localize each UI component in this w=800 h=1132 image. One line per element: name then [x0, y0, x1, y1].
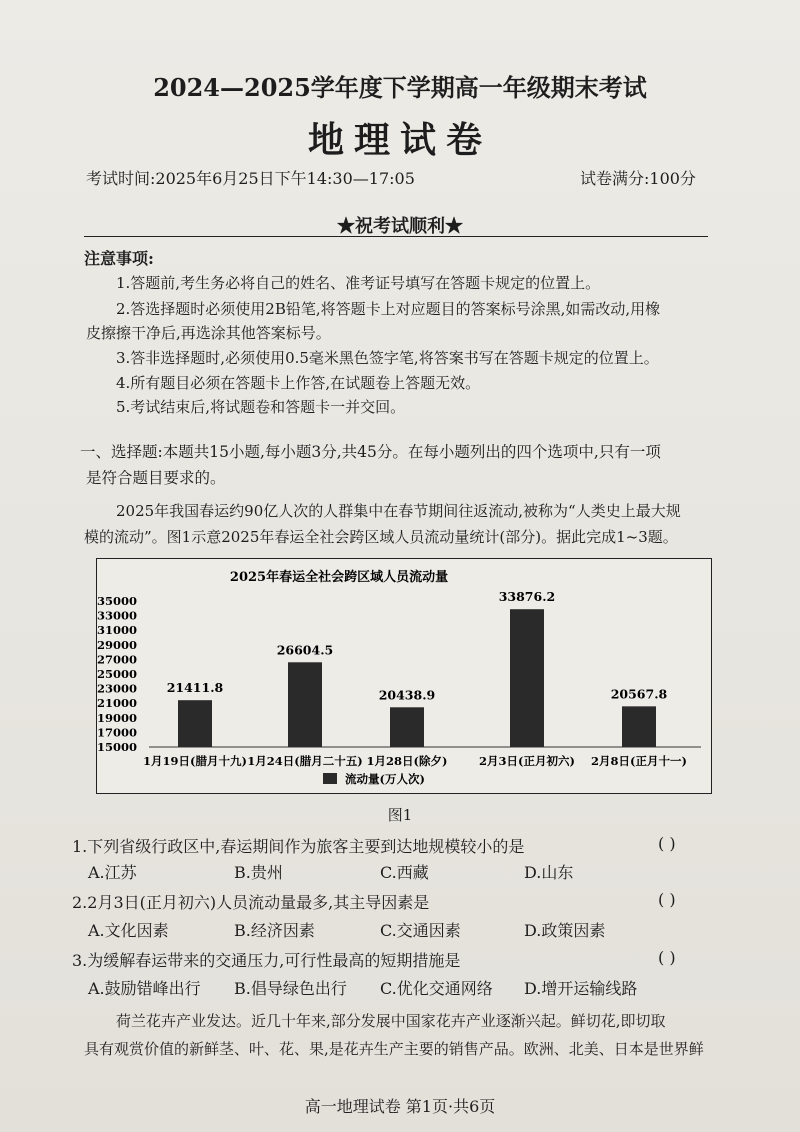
- x-tick-label: 1月28日(除夕): [366, 754, 448, 768]
- page-footer: 高一地理试卷 第1页·共6页: [304, 1097, 496, 1116]
- legend-swatch: [323, 773, 337, 784]
- passage-line: 荷兰花卉产业发达。近几十年来,部分发展中国家花卉产业逐渐兴起。鲜切花,即切取: [116, 1012, 666, 1030]
- question-2-stem: 2.2月3日(正月初六)人员流动量最多,其主导因素是: [72, 893, 430, 912]
- bar: [390, 707, 424, 747]
- bar-chart: [97, 559, 711, 793]
- question-3-stem: 3.为缓解春运带来的交通压力,可行性最高的短期措施是: [72, 951, 461, 970]
- bar: [178, 700, 212, 747]
- passage-line: 2025年我国春运约90亿人次的人群集中在春节期间往返流动,被称为“人类史上最大规: [116, 502, 681, 520]
- bar: [288, 662, 322, 747]
- passage-line: 具有观赏价值的新鲜茎、叶、花、果,是花卉生产主要的销售产品。欧洲、北美、日本是世界鲜: [84, 1040, 704, 1058]
- note-item: 1.答题前,考生务必将自己的姓名、准考证号填写在答题卡规定的位置上。: [116, 274, 601, 292]
- answer-blank: ( ): [658, 834, 676, 853]
- option-c: C.交通因素: [380, 921, 461, 940]
- passage-line: 模的流动”。图1示意2025年春运全社会跨区域人员流动量统计(部分)。据此完成1~3题。: [84, 528, 678, 546]
- x-tick-label: 2月8日(正月十一): [591, 754, 687, 768]
- legend-label: 流动量(万人次): [345, 772, 425, 786]
- option-a: A.江苏: [88, 863, 137, 882]
- option-a: A.文化因素: [88, 921, 169, 940]
- data-label: 20438.9: [378, 687, 436, 703]
- section-heading-continued: 是符合题目要求的。: [86, 469, 226, 487]
- answer-blank: ( ): [658, 890, 676, 909]
- exam-time: 考试时间:2025年6月25日下午14:30—17:05: [86, 169, 415, 188]
- option-a: A.鼓励错峰出行: [88, 979, 201, 998]
- answer-blank: ( ): [658, 948, 676, 967]
- data-label: 21411.8: [166, 680, 224, 696]
- x-tick-label: 1月19日(腊月十九): [143, 754, 247, 768]
- y-tick-label: 31000: [97, 623, 137, 638]
- section-heading: 一、选择题:本题共15小题,每小题3分,共45分。在每小题列出的四个选项中,只有一项: [80, 443, 661, 461]
- bar: [622, 706, 656, 747]
- x-tick-label: 2月3日(正月初六): [479, 754, 575, 768]
- data-label: 20567.8: [610, 686, 668, 702]
- note-item: 4.所有题目必须在答题卡上作答,在试题卷上答题无效。: [116, 374, 481, 392]
- y-tick-label: 15000: [97, 740, 137, 754]
- option-b: B.经济因素: [234, 921, 315, 940]
- chart-title: 2025年春运全社会跨区域人员流动量: [229, 570, 449, 585]
- bar: [510, 609, 544, 747]
- y-tick-label: 27000: [97, 652, 137, 667]
- y-tick-label: 17000: [97, 725, 137, 740]
- figure-1-chart: [96, 558, 712, 794]
- note-item: 2.答选择题时必须使用2B铅笔,将答题卡上对应题目的答案标号涂黑,如需改动,用橡: [116, 300, 661, 318]
- blessing-banner: ★祝考试顺利★: [337, 216, 463, 237]
- option-d: D.增开运输线路: [524, 979, 638, 998]
- data-label: 33876.2: [498, 589, 556, 605]
- y-tick-label: 25000: [97, 667, 137, 681]
- full-score: 试卷满分:100分: [580, 169, 696, 188]
- subject-title: 地理试卷: [307, 119, 492, 161]
- option-c: C.优化交通网络: [380, 979, 493, 998]
- note-item: 5.考试结束后,将试题卷和答题卡一并交回。: [116, 398, 406, 416]
- option-d: D.山东: [524, 863, 574, 882]
- y-tick-label: 23000: [97, 681, 137, 696]
- note-item-continued: 皮擦擦干净后,再选涂其他答案标号。: [86, 324, 331, 342]
- x-tick-label: 1月24日(腊月二十五): [247, 754, 363, 768]
- question-1-stem: 1.下列省级行政区中,春运期间作为旅客主要到达地规模较小的是: [72, 837, 525, 856]
- exam-title: 2024—2025学年度下学期高一年级期末考试: [153, 73, 647, 102]
- option-c: C.西藏: [380, 863, 429, 882]
- y-tick-label: 21000: [97, 696, 137, 711]
- y-tick-label: 33000: [97, 608, 137, 623]
- figure-caption: 图1: [387, 806, 413, 824]
- header-divider: [84, 236, 708, 237]
- y-tick-label: 29000: [97, 637, 137, 652]
- y-tick-label: 35000: [97, 594, 137, 608]
- option-b: B.倡导绿色出行: [234, 979, 347, 998]
- data-label: 26604.5: [276, 642, 334, 658]
- note-item: 3.答非选择题时,必须使用0.5毫米黑色签字笔,将答案书写在答题卡规定的位置上。: [116, 349, 659, 367]
- y-tick-label: 19000: [97, 710, 137, 725]
- option-d: D.政策因素: [524, 921, 606, 940]
- option-b: B.贵州: [234, 863, 283, 882]
- notes-heading: 注意事项:: [84, 249, 154, 268]
